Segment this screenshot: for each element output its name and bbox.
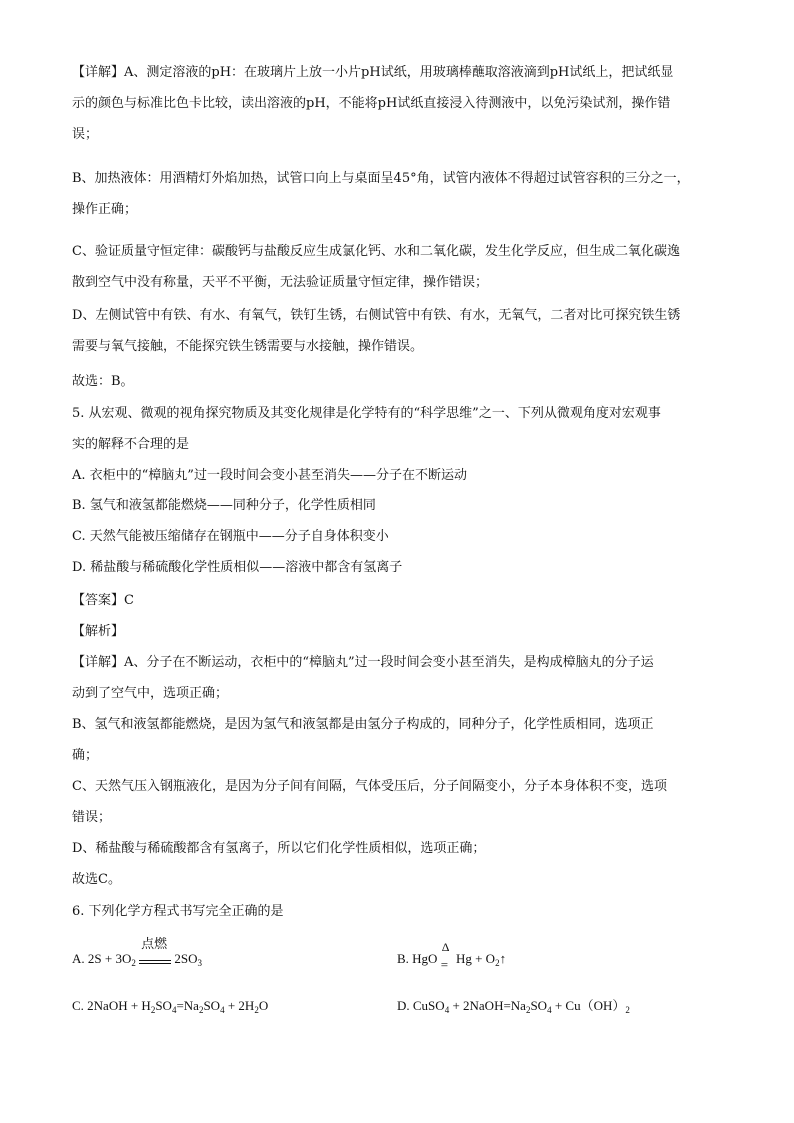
q4-explanation-line: 误； [72,127,99,142]
q5-explanation-line: 错误； [72,810,112,825]
q5-analysis-heading: 【解析】 [72,624,125,639]
q4-conclusion: 故选：B。 [72,374,134,389]
heat-condition-label: Δ [441,940,450,954]
q5-explanation-line: 动到了空气中，选项正确； [72,686,229,701]
q5-explanation-line: 确； [72,748,99,763]
q5-stem-line: 5. 从宏观、微观的视角探究物质及其变化规律是化学特有的“科学思维”之一、下列从微观角度对宏观事 [72,406,661,421]
q4-explanation-line: D、左侧试管中有铁、有水、有氧气，铁钉生锈，右侧试管中有铁、有水，无氧气，二者对比可探究铁生锈 [72,308,681,323]
q5-conclusion: 故选C。 [72,872,121,887]
q5-option-c: C. 天然气能被压缩储存在钢瓶中——分子自身体积变小 [72,529,389,544]
q6-stem: 6. 下列化学方程式书写完全正确的是 [72,904,284,919]
q5-explanation-line: 【详解】A、分子在不断运动，衣柜中的“樟脑丸”过一段时间会变小甚至消失，是构成樟脑丸的分子运 [72,655,654,670]
q5-explanation-line: C、天然气压入钢瓶液化，是因为分子间有间隔，气体受压后，分子间隔变小，分子本身体积不变，选项 [72,779,667,794]
q4-explanation-line: B、加热液体：用酒精灯外焰加热，试管口向上与桌面呈45°角，试管内液体不得超过试管容积的三分之一， [72,171,690,186]
q4-explanation-line: 需要与氧气接触，不能探究铁生锈需要与水接触，操作错误。 [72,339,424,354]
q5-explanation-line: B、氢气和液氢都能燃烧，是因为氢气和液氢都是由氢分子构成的，同种分子，化学性质相同，选项正 [72,717,654,732]
q6-option-d: D. CuSO$_4$ + $2NaOH=Na_2SO_4 + Cu(OH)_2$ [397,998,630,1015]
ignition-condition-label: 点燃 [141,937,168,952]
q6-option-c: C. 2NaOH + $H_2SO_4=Na_2SO_4 + 2H_2O$ [72,998,269,1015]
q5-option-b: B. 氢气和液氢都能燃烧——同种分子，化学性质相同 [72,498,376,513]
q5-option-d: D. 稀盐酸与稀硫酸化学性质相似——溶液中都含有氢离子 [72,560,403,575]
q5-answer: 【答案】C [72,593,134,608]
q4-explanation-line: C、验证质量守恒定律：碳酸钙与盐酸反应生成氯化钙、水和二氧化碳，发生化学反应，但生成二氧化碳逸 [72,244,680,259]
q4-explanation-line: 示的颜色与标准比色卡比较，读出溶液的pH，不能将pH试纸直接浸入待测液中，以免污染试剂，操作错 [72,96,671,111]
q5-explanation-line: D、稀盐酸与稀硫酸都含有氢离子，所以它们化学性质相似，选项正确； [72,841,486,856]
q6-option-b: B. HgO Δ = $Hg + O_2↑$ [397,940,507,972]
heating-condition-arrow: Δ = [440,940,450,972]
q5-option-a: A. 衣柜中的“樟脑丸”过一段时间会变小甚至消失——分子在不断运动 [72,468,467,483]
q4-explanation-line: 散到空气中没有称量，天平不平衡，无法验证质量守恒定律，操作错误； [72,275,489,290]
q4-explanation-line: 操作正确； [72,202,138,217]
q5-stem-line: 实的解释不合理的是 [72,437,190,452]
q4-explanation-line: 【详解】A、测定溶液的pH：在玻璃片上放一小片pH试纸，用玻璃棒蘸取溶液滴到pH试纸上，把试纸显 [72,65,674,80]
q6-option-a: A. $2S + 3O_2$ 点燃 $2SO_3$ [72,937,202,968]
reaction-condition-arrow [139,937,171,968]
